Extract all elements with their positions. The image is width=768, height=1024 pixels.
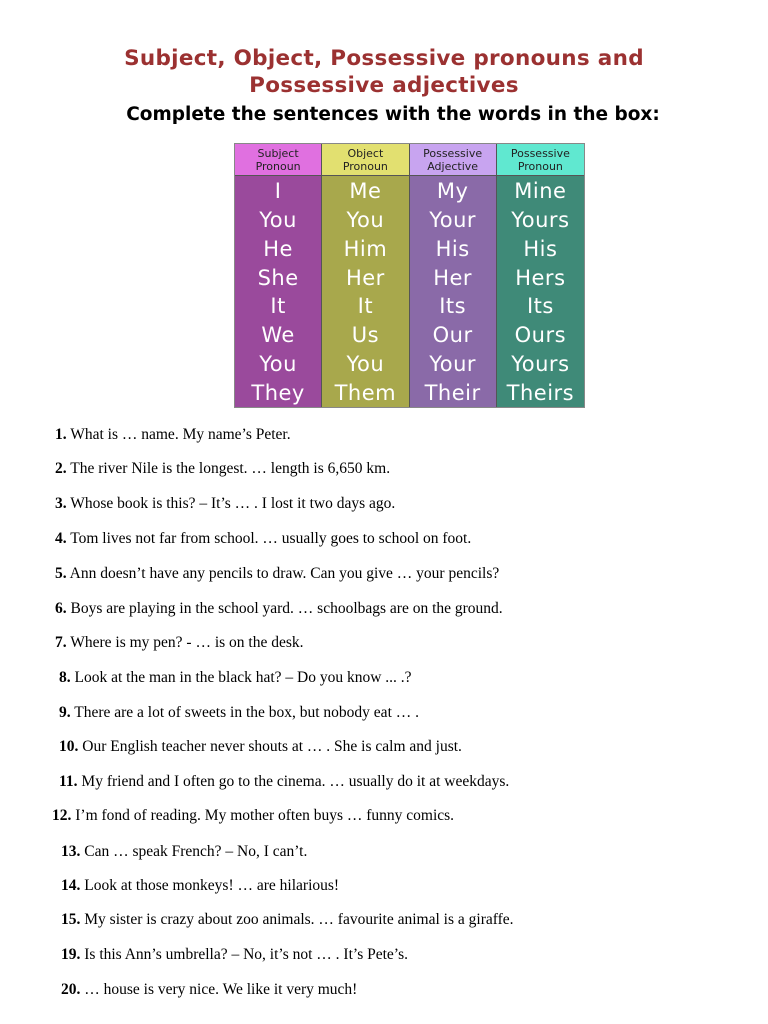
pronoun-cell: Her (345, 265, 385, 290)
pronoun-cell: Hers (515, 265, 566, 290)
sentence-text: The river Nile is the longest. … length is 6,650 km. (66, 460, 391, 477)
pronoun-cell: Its (439, 294, 467, 319)
sentence-number: 6. (55, 600, 67, 617)
header-line-2: Pronoun (517, 159, 563, 173)
sentence-item (61, 842, 307, 862)
sentence-item (55, 633, 304, 653)
pronoun-cell: Them (334, 380, 397, 405)
sentence-number: 14. (61, 877, 81, 894)
sentence-text: Can … speak French? – No, I can’t. (80, 843, 308, 860)
sentence-item (59, 703, 419, 723)
sentence-text: Is this Ann’s umbrella? – No, it’s not … . It’s Pete’s. (80, 946, 409, 963)
sentence-item (59, 737, 462, 757)
sentence-number: 12. (52, 807, 72, 824)
instructions: Complete the sentences with the words in the box: (126, 104, 660, 125)
sentence-item (55, 529, 471, 549)
pronoun-cell: My (436, 179, 469, 204)
pronoun-cell: It (357, 294, 374, 319)
pronoun-table (234, 143, 585, 408)
sentence-number: 1. (55, 426, 67, 443)
sentence-number: 11. (59, 773, 78, 790)
header-line-2: Pronoun (255, 159, 301, 173)
pronoun-cell: Your (429, 208, 477, 233)
title-line-1: Subject, Object, Possessive pronouns and (124, 46, 644, 71)
pronoun-column (322, 144, 409, 407)
pronoun-cell: You (259, 208, 297, 233)
pronoun-cell: Mine (514, 179, 567, 204)
pronoun-cell: They (251, 380, 305, 405)
sentence-number: 13. (61, 843, 81, 860)
pronoun-cell: His (523, 236, 558, 261)
header-line-1: Possessive (510, 146, 570, 160)
pronoun-cell: Your (429, 351, 477, 376)
pronoun-cell: She (257, 265, 299, 290)
pronoun-column-header (322, 144, 408, 176)
pronoun-cell: Us (351, 323, 380, 348)
sentence-number: 4. (55, 530, 67, 547)
sentence-text: My sister is crazy about zoo animals. … favourite animal is a giraffe. (80, 911, 514, 928)
sentence-item (55, 459, 390, 479)
pronoun-cell: Their (424, 380, 481, 405)
sentence-item (61, 910, 514, 930)
pronoun-column-header (410, 144, 496, 176)
sentence-item (59, 772, 509, 792)
pronoun-column (410, 144, 497, 407)
pronoun-cell: You (259, 351, 297, 376)
sentence-number: 20. (61, 981, 81, 998)
sentence-text: Boys are playing in the school yard. … schoolbags are on the ground. (66, 600, 503, 617)
pronoun-cell: You (346, 208, 385, 233)
sentence-text: My friend and I often go to the cinema. … usually do it at weekdays. (77, 773, 510, 790)
sentence-item (55, 425, 291, 445)
pronoun-cell: Ours (514, 323, 567, 348)
pronoun-cell: I (274, 179, 282, 204)
sentence-item (61, 945, 408, 965)
sentence-item (55, 494, 395, 514)
sentence-text: What is … name. My name’s Peter. (66, 426, 291, 443)
pronoun-cell: Our (432, 323, 473, 348)
sentence-item (59, 668, 412, 688)
sentence-item (55, 599, 503, 619)
sentence-text: Where is my pen? - … is on the desk. (66, 634, 304, 651)
sentence-number: 9. (59, 704, 71, 721)
sentence-item (55, 564, 499, 584)
pronoun-cell: Her (433, 265, 473, 290)
pronoun-cell: Yours (511, 351, 570, 376)
sentence-text: There are a lot of sweets in the box, but nobody eat … . (70, 704, 419, 721)
header-line-2: Pronoun (342, 159, 388, 173)
pronoun-cell: You (346, 351, 385, 376)
pronoun-cell: We (261, 323, 295, 348)
pronoun-cell: Theirs (506, 380, 575, 405)
sentence-text: Look at those monkeys! … are hilarious! (80, 877, 340, 894)
pronoun-cell: His (435, 236, 470, 261)
sentence-number: 5. (55, 565, 67, 582)
sentence-text: Ann doesn’t have any pencils to draw. Can you give … your pencils? (66, 565, 500, 582)
pronoun-column-header (235, 144, 321, 176)
sentence-text: Look at the man in the black hat? – Do you know ... .? (70, 669, 412, 686)
pronoun-cell: Him (343, 236, 388, 261)
pronoun-cell: It (270, 294, 286, 319)
sentence-number: 19. (61, 946, 81, 963)
sentence-text: Whose book is this? – It’s … . I lost it two days ago. (66, 495, 396, 512)
header-line-1: Object (347, 146, 384, 160)
pronoun-column (497, 144, 584, 407)
pronoun-cell: Yours (511, 208, 570, 233)
worksheet-title (0, 45, 768, 99)
sentence-text: Our English teacher never shouts at … . She is calm and just. (78, 738, 462, 755)
title-line-2: Possessive adjectives (249, 73, 519, 98)
sentence-text: I’m fond of reading. My mother often buys … funny comics. (71, 807, 455, 824)
header-line-1: Possessive (423, 146, 483, 160)
sentence-item (52, 806, 454, 826)
sentence-number: 2. (55, 460, 67, 477)
pronoun-cell: He (263, 236, 293, 261)
sentence-number: 3. (55, 495, 67, 512)
sentence-number: 15. (61, 911, 81, 928)
pronoun-column (235, 144, 322, 407)
header-line-2: Adjective (427, 159, 479, 173)
sentence-text: … house is very nice. We like it very much! (80, 981, 358, 998)
header-line-1: Subject (257, 146, 299, 160)
sentence-item (61, 980, 357, 1000)
sentence-number: 8. (59, 669, 71, 686)
pronoun-cell: Me (349, 179, 382, 204)
sentence-text: Tom lives not far from school. … usually goes to school on foot. (66, 530, 472, 547)
pronoun-column-header (497, 144, 584, 176)
sentence-item (61, 876, 339, 896)
sentence-number: 10. (59, 738, 79, 755)
pronoun-cell: Its (526, 294, 554, 319)
sentence-number: 7. (55, 634, 67, 651)
